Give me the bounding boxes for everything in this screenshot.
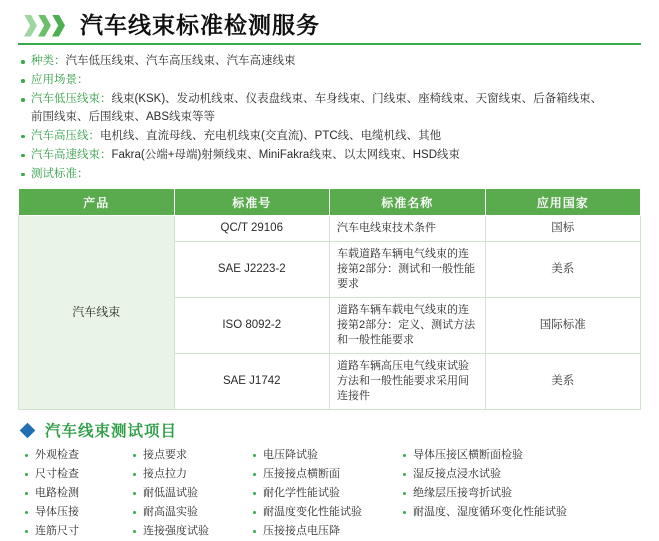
- table-header-row: [19, 189, 641, 216]
- info-label: 应用场景：: [31, 74, 89, 86]
- list-item: 接点要求: [132, 446, 252, 465]
- list-item: 电路检测: [24, 484, 132, 503]
- page-title: 汽车线束标准检测服务: [80, 12, 320, 38]
- list-item: 连接强度试验: [132, 522, 252, 541]
- cell-code: ISO 8092-2: [174, 298, 330, 354]
- section-heading: [18, 419, 641, 441]
- cell-code: QC/T 29106: [174, 216, 330, 242]
- list-item: [20, 91, 641, 126]
- column-header-product: 产品: [19, 189, 175, 216]
- list-item: 耐低温试验: [132, 484, 252, 503]
- list-item: 耐温度、湿度循环变化性能试验: [402, 503, 641, 522]
- cell-code: SAE J2223-2: [174, 242, 330, 298]
- list-item: 耐化学性能试验: [252, 484, 402, 503]
- table-row: [19, 216, 641, 242]
- cell-name: 道路车辆高压电气线束试验方法和一般性能要求采用间连接件: [330, 354, 486, 410]
- list-item: 湿反接点浸水试验: [402, 465, 641, 484]
- list-item: 导体压接区横断面检验: [402, 446, 641, 465]
- diamond-icon: [20, 422, 36, 438]
- double-chevron-right-icon: [24, 15, 66, 37]
- standards-table: [18, 188, 641, 410]
- cell-country: 国标: [485, 216, 641, 242]
- info-label: 汽车高速线束：: [31, 148, 112, 161]
- info-text: 汽车低压线束、汽车高压线束、汽车高速线束: [65, 55, 296, 67]
- test-items-column: [252, 446, 402, 541]
- info-label: 测试标准：: [31, 167, 89, 180]
- cell-product: 汽车线束: [19, 216, 175, 410]
- cell-name: 汽车电线束技术条件: [330, 216, 486, 242]
- cell-name: 车载道路车辆电气线束的连接第2部分：测试和一般性能要求: [330, 242, 486, 298]
- list-item: 导体压接: [24, 503, 132, 522]
- cell-country: 美系: [485, 354, 641, 410]
- test-items-column: [402, 446, 641, 541]
- test-items-column: [24, 446, 132, 541]
- info-list: [18, 53, 641, 183]
- info-label: 种类：: [31, 55, 66, 67]
- info-text: 线束(KSK)、发动机线束、仪表盘线束、车身线束、门线束、座椅线束、天窗线束、后备箱线束、: [111, 93, 603, 105]
- info-text: Fakra(公端+母端)射频线束、MiniFakra线束、以太网线束、HSD线束: [111, 148, 461, 161]
- info-text-continued: 前围线束、后围线束、ABS线束等等: [31, 110, 216, 123]
- list-item: 尺寸检查: [24, 465, 132, 484]
- test-items-grid: [18, 446, 641, 541]
- cell-country: 国际标准: [485, 298, 641, 354]
- standards-table-wrapper: [18, 188, 641, 410]
- info-label: 汽车低压线束：: [31, 93, 112, 105]
- list-item: [20, 53, 641, 71]
- column-header-country: 应用国家: [485, 189, 641, 216]
- list-item: 耐高温实验: [132, 503, 252, 522]
- info-label: 汽车高压线：: [31, 129, 100, 142]
- list-item: 耐温度变化性能试验: [252, 503, 402, 522]
- column-header-name: 标准名称: [330, 189, 486, 216]
- list-item: 压接接点电压降: [252, 522, 402, 541]
- cell-name: 道路车辆车载电气线束的连接第2部分：定义、测试方法和一般性能要求: [330, 298, 486, 354]
- list-item: 压接接点横断面: [252, 465, 402, 484]
- list-item: [20, 147, 641, 165]
- list-item: [20, 128, 641, 146]
- list-item: [20, 166, 641, 184]
- list-item: 接点拉力: [132, 465, 252, 484]
- test-items-column: [132, 446, 252, 541]
- info-text: 电机线、直流母线、充电机线束(交直流)、PTC线、电缆机线、其他: [100, 129, 442, 142]
- cell-code: SAE J1742: [174, 354, 330, 410]
- column-header-code: 标准号: [174, 189, 330, 216]
- list-item: 电压降试验: [252, 446, 402, 465]
- list-item: [20, 72, 641, 90]
- cell-country: 美系: [485, 242, 641, 298]
- section-title: 汽车线束测试项目: [45, 423, 178, 440]
- list-item: 连筋尺寸: [24, 522, 132, 541]
- list-item: 外观检查: [24, 446, 132, 465]
- page-title-row: [18, 0, 641, 45]
- list-item: 绝缘层压接弯折试验: [402, 484, 641, 503]
